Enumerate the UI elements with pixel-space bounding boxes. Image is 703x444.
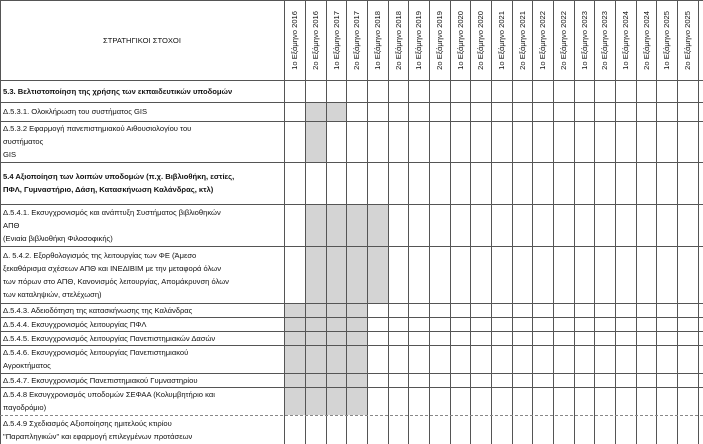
grid-line-horizontal xyxy=(0,0,703,1)
shaded-cell xyxy=(346,373,367,387)
shaded-cell xyxy=(326,303,346,317)
column-header-label: 1ο Εξάμηνο 2017 xyxy=(331,10,341,70)
column-header xyxy=(532,2,553,78)
action-label xyxy=(3,374,279,387)
grid-line-vertical xyxy=(677,0,678,444)
shaded-cell xyxy=(367,204,388,246)
grid-line-vertical xyxy=(326,0,327,444)
shaded-cell xyxy=(305,317,326,331)
column-header xyxy=(553,2,574,78)
grid-line-horizontal xyxy=(0,204,703,205)
grid-line-vertical xyxy=(615,0,616,444)
label-line: 5.4 Αξιοποίηση των λοιπών υποδομών (π.χ. Βιβλιοθήκη, εστίες, xyxy=(3,172,235,181)
grid-line-vertical xyxy=(429,0,430,444)
grid-line-vertical xyxy=(470,0,471,444)
action-label xyxy=(3,332,279,345)
grid-line-horizontal xyxy=(0,121,703,122)
label-line: ξεκαθάρισμα σχέσεων ΑΠΘ και ΙΝΕΔΙΒΙΜ με την μεταφορά όλων xyxy=(3,264,222,273)
action-label xyxy=(3,417,279,443)
grid-line-vertical xyxy=(636,0,637,444)
grid-line-vertical xyxy=(532,0,533,444)
shaded-cell xyxy=(326,373,346,387)
column-header xyxy=(594,2,615,78)
shaded-cell xyxy=(284,331,305,345)
shaded-cell xyxy=(326,246,346,303)
column-header xyxy=(305,2,326,78)
column-header xyxy=(367,2,388,78)
label-line: συστήματος xyxy=(3,137,44,146)
label-line: GIS xyxy=(3,150,17,159)
shaded-cell xyxy=(346,317,367,331)
column-header-label: 1ο Εξάμηνο 2016 xyxy=(290,10,299,70)
shaded-cell xyxy=(305,331,326,345)
grid-line-vertical xyxy=(388,0,389,444)
shaded-cell xyxy=(305,204,326,246)
column-header xyxy=(512,2,532,78)
grid-line-vertical xyxy=(553,0,554,444)
label-line: Δ.5.4.7. Εκσυγχρονισμός Πανεπιστημιακού Γυμναστηρίου xyxy=(3,376,198,385)
shaded-cell xyxy=(284,345,305,373)
shaded-cell xyxy=(284,373,305,387)
column-header-label: 1ο Εξάμηνο 2018 xyxy=(373,10,382,70)
shaded-cell xyxy=(284,303,305,317)
label-line: ΑΠΘ xyxy=(3,221,20,230)
column-header-label: 2ο Εξάμηνο 2019 xyxy=(435,10,444,70)
action-label xyxy=(3,388,279,414)
column-header-label: 1ο Εξάμηνο 2024 xyxy=(621,10,630,70)
column-header-label: 2ο Εξάμηνο 2025 xyxy=(683,10,692,70)
grid-line-horizontal xyxy=(0,331,703,332)
column-header xyxy=(636,2,656,78)
label-line: Δ.5.4.4. Εκσυγχρονισμός λειτουργίας ΠΦΛ xyxy=(3,320,147,329)
grid-line-vertical xyxy=(305,0,306,444)
column-header-label: 2ο Εξάμηνο 2017 xyxy=(352,10,361,70)
column-header-label: 1ο Εξάμηνο 2025 xyxy=(662,10,671,70)
label-line: Δ.5.3.1. Ολοκλήρωση του συστήματος GIS xyxy=(3,107,148,116)
column-header-label: 2ο Εξάμηνο 2024 xyxy=(641,10,651,70)
column-header xyxy=(408,2,429,78)
grid-line-vertical xyxy=(698,0,699,444)
column-header xyxy=(450,2,470,78)
label-line: Δ.5.4.1. Εκσυγχρονισμός και ανάπτυξη Συστήματος βιβλιοθηκών xyxy=(3,208,221,217)
column-header xyxy=(470,2,491,78)
grid-line-vertical xyxy=(656,0,657,444)
grid-line-horizontal xyxy=(0,80,703,81)
shaded-cell xyxy=(305,246,326,303)
shaded-cell xyxy=(326,317,346,331)
grid-line-horizontal xyxy=(0,415,703,417)
grid-line-horizontal xyxy=(0,373,703,374)
shaded-cell xyxy=(326,345,346,373)
shaded-cell xyxy=(284,387,305,415)
label-line: Δ.5.4.6. Εκσυγχρονισμός λειτουργίας Πανεπιστημιακού xyxy=(3,348,189,357)
action-label xyxy=(3,304,279,317)
label-line: των πόρων στο ΑΠΘ, Κανονισμός λειτουργίας, Απομάκρυνση όλων xyxy=(3,277,229,286)
action-label xyxy=(3,249,279,301)
column-header-label: 2ο Εξάμηνο 2021 xyxy=(517,10,527,70)
column-header-label: 1ο Εξάμηνο 2020 xyxy=(455,10,465,70)
shaded-cell xyxy=(346,303,367,317)
grid-line-vertical xyxy=(408,0,409,444)
label-line: Δ.5.3.2 Εφαρμογή πανεπιστημιακού Αιθουσιολογίου του xyxy=(3,124,192,133)
grid-line-horizontal xyxy=(0,303,703,304)
column-header-label: 1ο Εξάμηνο 2022 xyxy=(538,10,547,70)
shaded-cell xyxy=(346,387,367,415)
label-line: Δ.5.4.3. Αδειοδότηση της κατασκήνωσης της Καλάνδρας xyxy=(3,306,193,315)
grid-line-vertical xyxy=(346,0,347,444)
column-header-label: 2ο Εξάμηνο 2018 xyxy=(393,10,403,70)
action-label xyxy=(3,122,279,161)
column-header-label: 1ο Εξάμηνο 2023 xyxy=(579,10,589,70)
column-header xyxy=(615,2,636,78)
label-line: 5.3. Βελτιστοποίηση της χρήσης των εκπαιδευτικών υποδομών xyxy=(3,87,233,96)
label-line: Δ.5.4.5. Εκσυγχρονισμός λειτουργίας Πανεπιστημιακών Δασών xyxy=(3,334,216,343)
action-label xyxy=(3,346,279,372)
label-line: Δ.5.4.9 Σχεδιασμός Αξιοποίησης ημιτελούς κτιρίου xyxy=(3,419,172,428)
shaded-cell xyxy=(305,387,326,415)
grid-line-horizontal xyxy=(0,387,703,388)
grid-line-horizontal xyxy=(0,246,703,247)
shaded-cell xyxy=(346,331,367,345)
column-header-label: 2ο Εξάμηνο 2023 xyxy=(600,10,609,70)
grid-line-horizontal xyxy=(0,317,703,318)
shaded-cell xyxy=(346,246,367,303)
column-header xyxy=(656,2,677,78)
shaded-cell xyxy=(284,317,305,331)
column-header-label: 2ο Εξάμηνο 2016 xyxy=(311,10,320,70)
column-header xyxy=(284,2,305,78)
shaded-cell xyxy=(346,345,367,373)
grid-line-vertical xyxy=(0,0,1,444)
label-line: Δ. 5.4.2. Εξορθολογισμός της λειτουργίας των ΦΕ (Άμεσο xyxy=(3,251,197,260)
label-line: ΠΦΛ, Γυμναστήριο, Δάση, Κατασκήνωση Καλάνδρας, κτλ) xyxy=(3,185,214,194)
shaded-cell xyxy=(326,387,346,415)
shaded-cell xyxy=(367,246,388,303)
column-header xyxy=(574,2,594,78)
grid-line-vertical xyxy=(594,0,595,444)
action-label xyxy=(3,206,279,245)
shaded-cell xyxy=(326,331,346,345)
column-header-label: 1ο Εξάμηνο 2019 xyxy=(414,10,423,70)
shaded-cell xyxy=(346,204,367,246)
grid-line-vertical xyxy=(512,0,513,444)
label-line: Αγροκτήματος xyxy=(3,361,51,370)
table-title: ΣΤΡΑΤΗΓΙΚΟΙ ΣΤΟΧΟΙ xyxy=(103,35,181,45)
column-header xyxy=(677,2,698,78)
shaded-cell xyxy=(305,303,326,317)
column-header xyxy=(429,2,450,78)
column-header xyxy=(491,2,512,78)
column-header-label: 1ο Εξάμηνο 2021 xyxy=(497,10,506,70)
shaded-cell xyxy=(305,345,326,373)
shaded-cell xyxy=(326,102,346,121)
label-line: Δ.5.4.8 Εκσυγχρονισμός υποδομών ΣΕΦΑΑ (Κολυμβητήριο και xyxy=(3,390,215,399)
grid-line-horizontal xyxy=(0,345,703,346)
column-header xyxy=(346,2,367,78)
label-line: (Ενιαία βιβλιοθήκη Φιλοσοφικής) xyxy=(3,234,113,243)
shaded-cell xyxy=(305,373,326,387)
grid-line-vertical xyxy=(574,0,575,444)
column-header xyxy=(326,2,346,78)
label-line: "Παραπληγικών" και εφαρμογή επιλεγμένων προτάσεων xyxy=(3,432,193,441)
action-label xyxy=(3,105,279,118)
shaded-cell xyxy=(326,204,346,246)
column-header xyxy=(388,2,408,78)
shaded-cell xyxy=(305,102,326,121)
grid-line-horizontal xyxy=(0,102,703,103)
grid-line-vertical xyxy=(367,0,368,444)
label-line: παγοδρόμιο) xyxy=(3,403,47,412)
grid-line-horizontal xyxy=(0,162,703,163)
grid-line-vertical xyxy=(491,0,492,444)
shaded-cell xyxy=(305,121,326,162)
grid-line-vertical xyxy=(284,0,285,444)
goal-heading xyxy=(3,85,279,98)
column-header-label: 2ο Εξάμηνο 2022 xyxy=(559,10,568,70)
label-line: των καταληψιών, στελέχωση) xyxy=(3,290,102,299)
grid-line-vertical xyxy=(450,0,451,444)
column-header-label: 2ο Εξάμηνο 2020 xyxy=(476,10,485,70)
action-label xyxy=(3,318,279,331)
goal-heading xyxy=(3,170,279,196)
